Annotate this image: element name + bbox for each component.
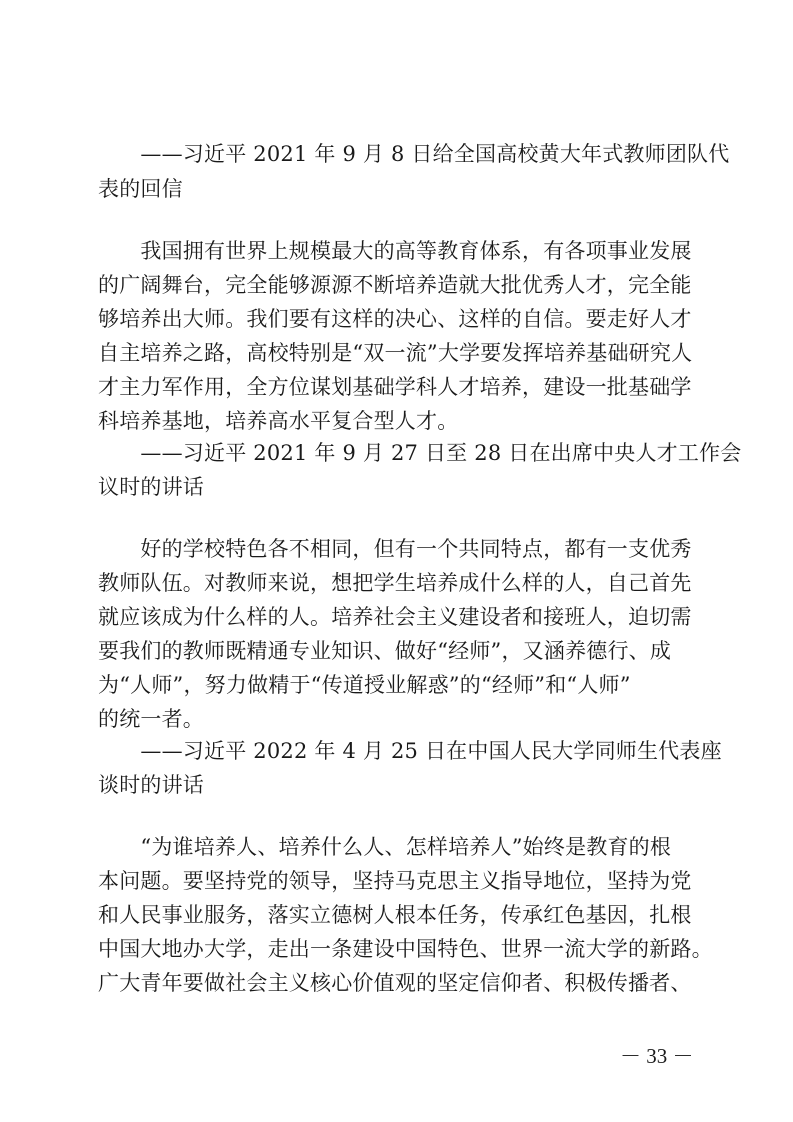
text-line: 科培养基地，培养高水平复合型人才。 — [98, 409, 459, 433]
text-line: “为谁培养人、培养什么人、怎样培养人”始终是教育的根 — [98, 835, 672, 859]
text-line: ——习近平 2021 年 9 月 8 日给全国高校黄大年式教师团队代 — [98, 142, 730, 166]
text-line: 要我们的教师既精通专业知识、做好“经师”，又涵养德行、成 — [98, 639, 672, 663]
text-line: 本问题。要坚持党的领导，坚持马克思主义指导地位，坚持为党 — [98, 869, 692, 893]
text-line: ——习近平 2021 年 9 月 27 日至 28 日在出席中央人才工作会 — [98, 441, 742, 465]
text-line: 就应该成为什么样的人。培养社会主义建设者和接班人，迫切需 — [98, 605, 692, 629]
text-line: 谈时的讲话 — [98, 773, 204, 797]
text-line: 议时的讲话 — [98, 475, 204, 499]
text-line: 够培养出大师。我们要有这样的决心、这样的自信。要走好人才 — [98, 307, 692, 331]
text-line: 好的学校特色各不相同，但有一个共同特点，都有一支优秀 — [98, 537, 692, 561]
text-line: 才主力军作用，全方位谋划基础学科人才培养，建设一批基础学 — [98, 375, 692, 399]
text-line: 和人民事业服务，落实立德树人根本任务，传承红色基因，扎根 — [98, 903, 692, 927]
text-line: 表的回信 — [98, 177, 183, 201]
text-line: 中国大地办大学，走出一条建设中国特色、世界一流大学的新路。 — [98, 937, 713, 961]
text-line: 广大青年要做社会主义核心价值观的坚定信仰者、积极传播者、 — [98, 971, 692, 995]
text-line: 我国拥有世界上规模最大的高等教育体系，有各项事业发展 — [98, 239, 692, 263]
text-line: 为“人师”，努力做精于“传道授业解惑”的“经师”和“人师” — [98, 673, 631, 697]
text-line: 的统一者。 — [98, 707, 204, 731]
text-line: 教师队伍。对教师来说，想把学生培养成什么样的人，自己首先 — [98, 571, 692, 595]
page-number: － 33 － — [620, 1044, 694, 1068]
text-line: 自主培养之路，高校特别是“双一流”大学要发挥培养基础研究人 — [98, 341, 693, 365]
text-line: ——习近平 2022 年 4 月 25 日在中国人民大学同师生代表座 — [98, 739, 722, 763]
text-line: 的广阔舞台，完全能够源源不断培养造就大批优秀人才，完全能 — [98, 273, 692, 297]
